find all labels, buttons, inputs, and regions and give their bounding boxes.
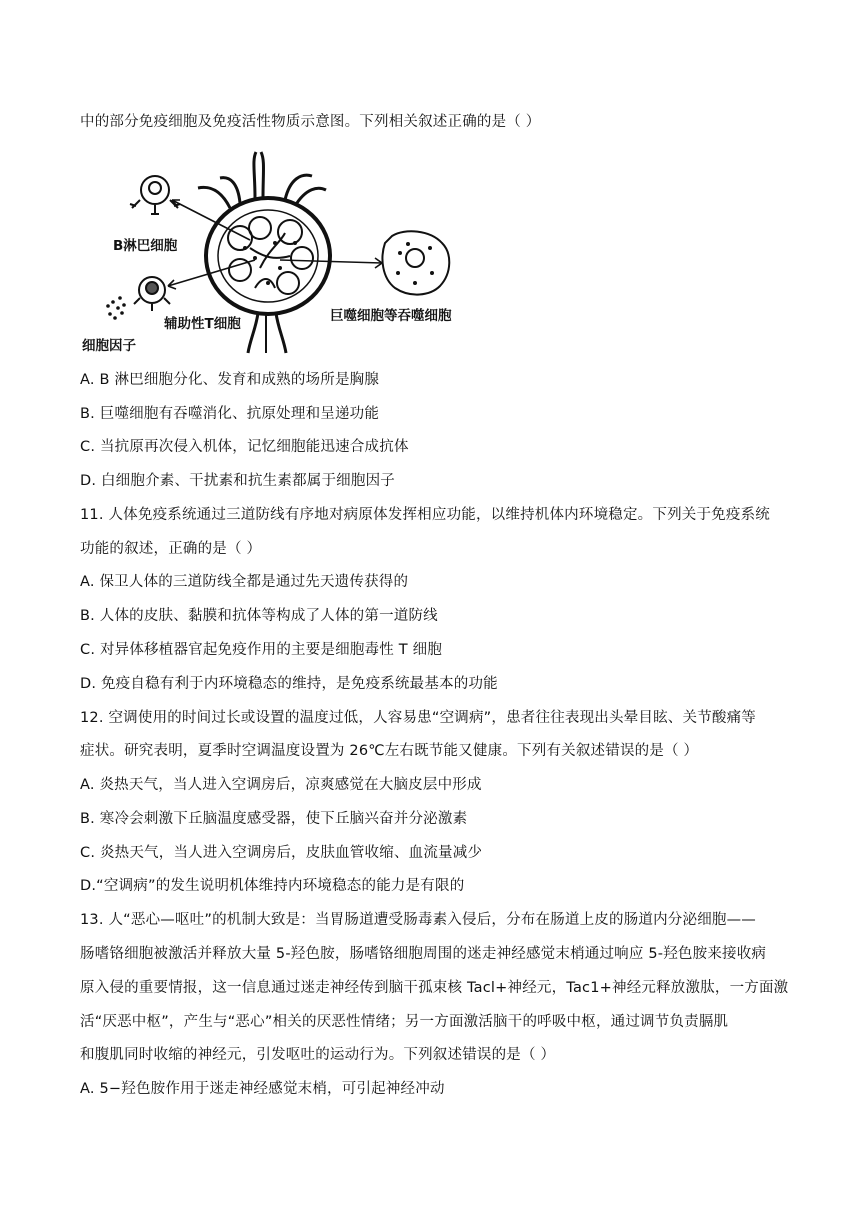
q13-stem-line-4: 活“厌恶中枢”，产生与“恶心”相关的厌恶性情绪；另一方面激活脑干的呼吸中枢，通过调节负责膈肌 bbox=[80, 1014, 729, 1030]
q11-option-c: C. 对异体移植器官起免疫作用的主要是细胞毒性 T 细胞 bbox=[80, 642, 443, 658]
q11-stem-line-2: 功能的叙述，正确的是（ ） bbox=[80, 541, 262, 557]
q13-stem-line-2: 肠嗜铬细胞被激活并释放大量 5-羟色胺，肠嗜铬细胞周围的迷走神经感觉末梢通过响应 5-羟色胺来接收病 bbox=[80, 946, 767, 962]
q13-option-a: A. 5−羟色胺作用于迷走神经感觉末梢，可引起神经冲动 bbox=[80, 1081, 445, 1097]
q13-stem-line-1: 13. 人“恶心—呕吐”的机制大致是：当胃肠道遭受肠毒素入侵后，分布在肠道上皮的肠道内分泌细胞—— bbox=[80, 912, 756, 928]
q11-option-a: A. 保卫人体的三道防线全都是通过先天遗传获得的 bbox=[80, 574, 409, 590]
q12-option-b: B. 寒冷会刺激下丘脑温度感受器，使下丘脑兴奋并分泌激素 bbox=[80, 811, 468, 827]
q11-option-d: D. 免疫自稳有利于内环境稳态的维持，是免疫系统最基本的功能 bbox=[80, 676, 498, 692]
q13-stem-line-5: 和腹肌同时收缩的神经元，引发呕吐的运动行为。下列叙述错误的是（ ） bbox=[80, 1047, 556, 1063]
q10-option-c: C. 当抗原再次侵入机体，记忆细胞能迅速合成抗体 bbox=[80, 439, 409, 455]
q12-stem-line-1: 12. 空调使用的时间过长或设置的温度过低，人容易患“空调病”，患者往往表现出头晕目眩、关节酸痛等 bbox=[80, 710, 756, 726]
cytokine-label: 细胞因子 bbox=[82, 338, 136, 354]
q10-option-a: A. B 淋巴细胞分化、发育和成熟的场所是胸腺 bbox=[80, 372, 380, 388]
question-intro-line: 中的部分免疫细胞及免疫活性物质示意图。下列相关叙述正确的是（ ） bbox=[80, 114, 541, 130]
q10-option-d: D. 白细胞介素、干扰素和抗生素都属于细胞因子 bbox=[80, 473, 395, 489]
q12-stem-line-2: 症状。研究表明，夏季时空调温度设置为 26℃左右既节能又健康。下列有关叙述错误的是（ ） bbox=[80, 743, 699, 759]
q10-option-b: B. 巨噬细胞有吞噬消化、抗原处理和呈递功能 bbox=[80, 406, 380, 422]
helper-t-cell-label: 辅助性T细胞 bbox=[164, 316, 241, 332]
immune-cells-figure bbox=[80, 148, 480, 358]
q12-option-a: A. 炎热天气，当人进入空调房后，凉爽感觉在大脑皮层中形成 bbox=[80, 777, 482, 793]
q12-option-d: D.“空调病”的发生说明机体维持内环境稳态的能力是有限的 bbox=[80, 878, 465, 894]
q13-stem-line-3: 原入侵的重要情报，这一信息通过迷走神经传到脑干孤束核 Tacl+神经元，Tac1+神经元释放激肽，一方面激 bbox=[80, 980, 789, 996]
q12-option-c: C. 炎热天气，当人进入空调房后，皮肤血管收缩、血流量减少 bbox=[80, 845, 483, 861]
b-cell-label: B淋巴细胞 bbox=[113, 238, 178, 254]
macrophage-label: 巨噬细胞等吞噬细胞 bbox=[330, 308, 452, 324]
q11-option-b: B. 人体的皮肤、黏膜和抗体等构成了人体的第一道防线 bbox=[80, 608, 438, 624]
q11-stem-line-1: 11. 人体免疫系统通过三道防线有序地对病原体发挥相应功能，以维持机体内环境稳定。下列关于免疫系统 bbox=[80, 507, 770, 523]
